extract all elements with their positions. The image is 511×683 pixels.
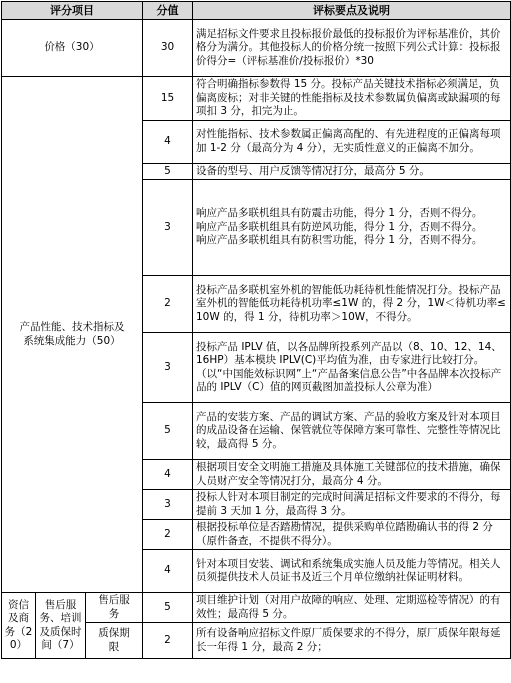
scoring-table <box>1 1 511 659</box>
perf-row-1 <box>2 77 511 121</box>
perf-score-10: 2 <box>143 520 193 550</box>
perf-desc-2: 对性能指标、技术参数属正偏离高配的、有先进程度的正偏离每项加 1-2 分（最高分为 4 分），无实质性意义的正偏离不加分。 <box>193 120 511 163</box>
perf-score-5: 2 <box>143 276 193 333</box>
perf-desc-9: 投标人针对本项目制定的完成时间满足招标文件要求的不得分，每提前 3 天加 1 分，最高得 3 分。 <box>193 490 511 520</box>
header-desc: 评标要点及说明 <box>193 2 511 20</box>
perf-desc-6: 投标产品 IPLV 值，以各品牌所投系列产品以（8、10、12、14、16HP）基本模块 IPLV(C)平均值为准，由专家进行比较打分。（以“中国能效标识网”上“产品备案信息公告”中各品牌本次投标产品的 IPLV（C）值的网页截图加盖投标人公章为准） <box>193 333 511 403</box>
perf-score-9: 3 <box>143 490 193 520</box>
perf-desc-4-line-3: 响应产品多联机组具有防积雪功能，得分 1 分，否则不得分。 <box>196 234 483 247</box>
perf-score-2: 4 <box>143 120 193 163</box>
perf-desc-4-line-2: 响应产品多联机组具有防逆风功能，得分 1 分，否则不得分。 <box>196 220 483 233</box>
header-row <box>2 2 511 20</box>
after-sales-score: 5 <box>143 593 193 623</box>
header-item: 评分项目 <box>2 2 143 20</box>
warranty-desc: 所有设备响应招标文件原厂质保要求的不得分，原厂质保年限每延长一年得 1 分，最高 2 分； <box>193 623 511 659</box>
price-label: 价格（30） <box>2 20 143 77</box>
perf-desc-7: 产品的安装方案、产品的调试方案、产品的验收方案及针对本项目的成品设备在运输、保管就位等保障方案可靠性、完整性等情况比较，最高得 5 分。 <box>193 403 511 460</box>
perf-desc-10: 根据投标单位是否踏勘情况，提供采购单位踏勘确认书的得 2 分（原件备查，不提供不得分）。 <box>193 520 511 550</box>
perf-score-4: 3 <box>143 180 193 276</box>
warranty-sub-label: 质保期限 <box>86 623 143 659</box>
price-row <box>2 20 511 77</box>
perf-desc-3: 设备的型号、用户反馈等情况打分，最高分 5 分。 <box>193 163 511 180</box>
warranty-score: 2 <box>143 623 193 659</box>
perf-score-3: 5 <box>143 163 193 180</box>
perf-desc-4-line-1: 响应产品多联机组具有防震击功能，得分 1 分，否则不得分。 <box>196 207 483 220</box>
perf-desc-1: 符合明确指标参数得 15 分。投标产品关键技术指标必须满足，负偏离废标；对非关键的性能指标及技术参数属负偏离或缺漏项的每项扣 3 分，扣完为止。 <box>193 77 511 121</box>
perf-score-8: 4 <box>143 460 193 490</box>
perf-desc-4 <box>193 180 511 276</box>
performance-label: 产品性能、技术指标及系统集成能力（50） <box>2 77 143 593</box>
perf-desc-11: 针对本项目安装、调试和系统集成实施人员及能力等情况。相关人员须提供技术人员证书及近三个月单位缴纳社保证明材料。 <box>193 550 511 593</box>
after-sales-sub-label: 售后服务 <box>86 593 143 623</box>
perf-score-7: 5 <box>143 403 193 460</box>
perf-score-11: 4 <box>143 550 193 593</box>
price-score: 30 <box>143 20 193 77</box>
after-sales-row <box>2 593 511 623</box>
header-score: 分值 <box>143 2 193 20</box>
qualification-label: 资信及商务（20） <box>2 593 36 659</box>
after-sales-label: 售后服务、培训及质保时间（7） <box>36 593 86 659</box>
perf-score-6: 3 <box>143 333 193 403</box>
perf-desc-5: 投标产品多联机室外机的智能低功耗待机性能情况打分。投标产品室外机的智能低功耗待机功率≤1W 的，得 2 分，1W＜待机功率≤10W 的，得 1 分，待机功率＞10W，不得分。 <box>193 276 511 333</box>
price-desc: 满足招标文件要求且投标报价最低的投标报价为评标基准价，其价格分为满分。其他投标人的价格分统一按照下列公式计算：投标报价得分=（评标基准价/投标报价）*30 <box>193 20 511 77</box>
perf-score-1: 15 <box>143 77 193 121</box>
perf-desc-8: 根据项目安全文明施工措施及具体施工关键部位的技术措施，确保人员财产安全等情况打分，最高分 4 分。 <box>193 460 511 490</box>
after-sales-desc: 项目维护计划（对用户故障的响应、处理、定期巡检等情况）的有效性；最高得 5 分。 <box>193 593 511 623</box>
